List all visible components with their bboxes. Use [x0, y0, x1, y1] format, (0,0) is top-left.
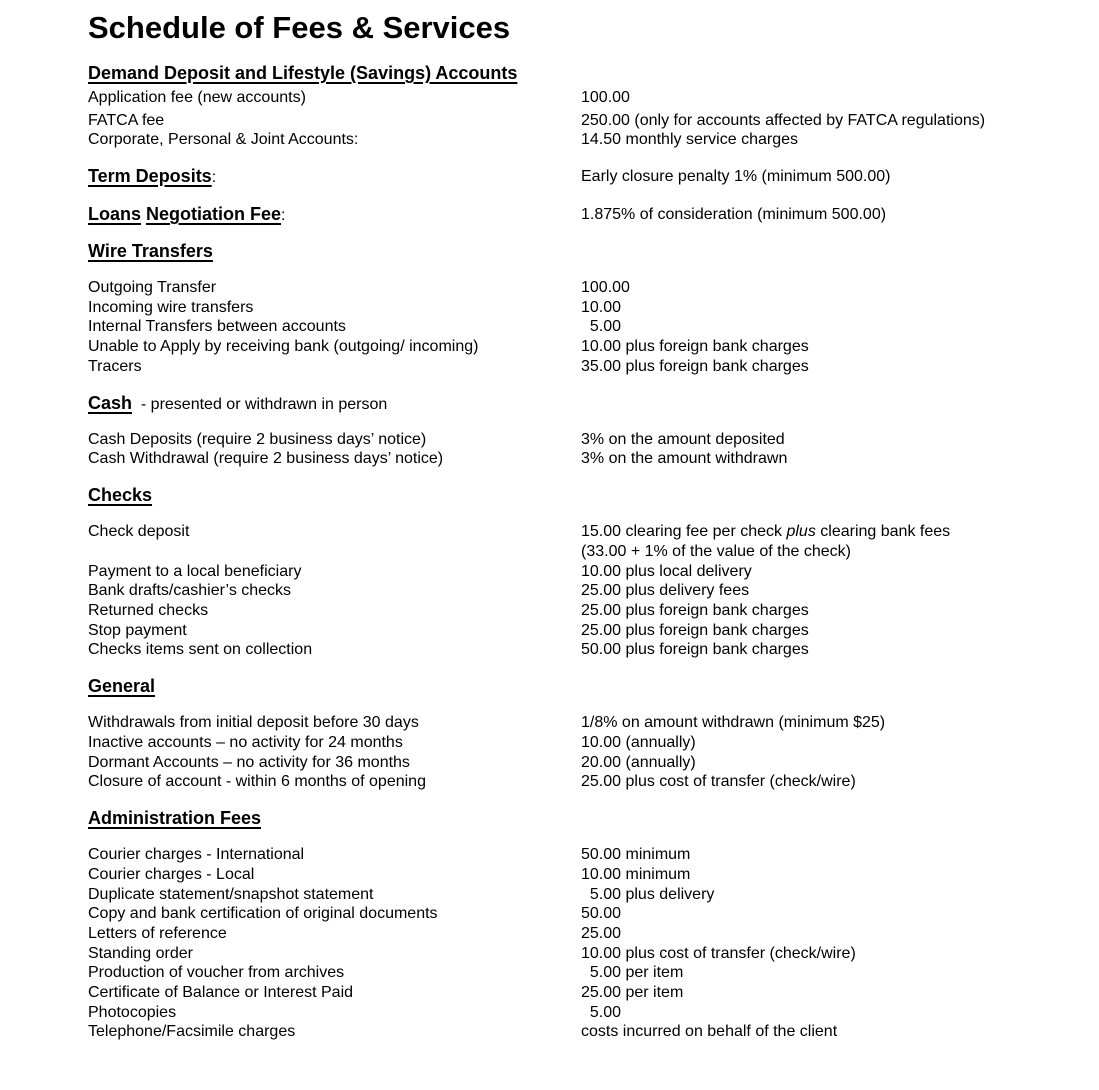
fee-label: Unable to Apply by receiving bank (outgoing/ incoming) — [88, 338, 479, 355]
fee-value: 3% on the amount deposited — [581, 431, 785, 448]
fee-label: Cash Deposits (require 2 business days’ notice) — [88, 431, 427, 448]
fee-value: 5.00 per item — [581, 964, 684, 981]
section-heading-general — [88, 676, 155, 697]
fee-value: 10.00 minimum — [581, 866, 691, 883]
fee-label: Closure of account - within 6 months of opening — [88, 773, 426, 790]
fee-label: Standing order — [88, 945, 193, 962]
fee-label: Checks items sent on collection — [88, 641, 313, 658]
fee-value-part: clearing bank fees — [815, 523, 951, 540]
fee-label: Production of voucher from archives — [88, 964, 345, 981]
fee-value: costs incurred on behalf of the client — [581, 1023, 838, 1040]
fee-value: 10.00 plus local delivery — [581, 563, 752, 580]
fee-value: 14.50 monthly service charges — [581, 131, 798, 148]
heading-colon: : — [281, 207, 286, 224]
fee-label: Payment to a local beneficiary — [88, 563, 302, 580]
fee-label: Inactive accounts – no activity for 24 months — [88, 734, 403, 751]
heading-colon: : — [211, 169, 217, 186]
fee-value: 1/8% on amount withdrawn (minimum $25) — [581, 714, 886, 731]
fee-value: 25.00 plus cost of transfer (check/wire) — [581, 773, 856, 790]
section-heading-cash — [88, 393, 387, 414]
fee-label: Withdrawals from initial deposit before 30 days — [88, 714, 419, 731]
fee-value: 25.00 per item — [581, 984, 684, 1001]
page-title: Schedule of Fees & Services — [88, 10, 511, 45]
section-heading-demand — [88, 63, 517, 84]
section-heading-cash-text: Cash — [88, 393, 133, 413]
section-heading-negotiation-text: Negotiation Fee — [146, 204, 282, 224]
fee-value-part: 15.00 clearing fee per check — [581, 523, 787, 540]
fee-value: 50.00 minimum — [581, 846, 691, 863]
fee-value: 25.00 plus delivery fees — [581, 582, 750, 599]
fee-label: Application fee (new accounts) — [88, 89, 306, 106]
fee-label: FATCA fee — [88, 112, 165, 129]
section-heading-admin-text: Administration Fees — [88, 808, 262, 828]
fee-label: Bank drafts/cashier’s checks — [88, 582, 292, 599]
section-heading-term — [88, 166, 216, 187]
section-heading-loans-text: Loans — [88, 204, 142, 224]
fee-value-continued: (33.00 + 1% of the value of the check) — [581, 543, 851, 560]
fee-label: Dormant Accounts – no activity for 36 months — [88, 754, 410, 771]
fee-label: Photocopies — [88, 1004, 177, 1021]
section-heading-checks-text: Checks — [88, 485, 153, 505]
fee-value — [581, 522, 950, 542]
fee-value: 100.00 — [581, 89, 630, 106]
fee-label: Corporate, Personal & Joint Accounts: — [88, 131, 359, 148]
fee-value-emphasis: plus — [786, 523, 816, 540]
section-heading-term-text: Term Deposits — [88, 166, 212, 186]
fee-value: 250.00 (only for accounts affected by FATCA regulations) — [581, 112, 986, 129]
fee-value: 5.00 — [581, 318, 622, 335]
fee-label: Duplicate statement/snapshot statement — [88, 886, 374, 903]
fee-value: 100.00 — [581, 279, 630, 296]
section-heading-wire-text: Wire Transfers — [88, 241, 213, 261]
section-heading-wire — [88, 241, 213, 262]
section-heading-general-text: General — [88, 676, 156, 696]
fee-value: 5.00 — [581, 1004, 622, 1021]
fee-label: Internal Transfers between accounts — [88, 318, 346, 335]
fee-label: Tracers — [88, 358, 142, 375]
fee-value: 25.00 — [581, 925, 622, 942]
section-heading-demand-text: Demand Deposit and Lifestyle (Savings) Accounts — [88, 63, 518, 83]
fee-value: Early closure penalty 1% (minimum 500.00) — [581, 168, 891, 185]
fee-label: Outgoing Transfer — [88, 279, 217, 296]
fee-value: 3% on the amount withdrawn — [581, 450, 788, 467]
fee-value: 5.00 plus delivery — [581, 886, 715, 903]
fee-value: 50.00 — [581, 905, 622, 922]
fee-value: 20.00 (annually) — [581, 754, 696, 771]
section-heading-checks — [88, 485, 152, 506]
section-heading-loans — [88, 204, 286, 225]
fee-label: Courier charges - International — [88, 846, 305, 863]
fee-label: Copy and bank certification of original documents — [88, 905, 438, 922]
section-note: - presented or withdrawn in person — [132, 396, 388, 413]
fee-label: Courier charges - Local — [88, 866, 255, 883]
fee-label: Check deposit — [88, 523, 190, 540]
fee-label: Incoming wire transfers — [88, 299, 254, 316]
fee-value: 10.00 (annually) — [581, 734, 696, 751]
fee-value: 25.00 plus foreign bank charges — [581, 602, 809, 619]
fee-label: Stop payment — [88, 622, 187, 639]
fee-value: 50.00 plus foreign bank charges — [581, 641, 809, 658]
fee-value: 10.00 — [581, 299, 622, 316]
fee-label: Letters of reference — [88, 925, 227, 942]
fee-label: Certificate of Balance or Interest Paid — [88, 984, 354, 1001]
fee-value: 25.00 plus foreign bank charges — [581, 622, 809, 639]
fee-value: 35.00 plus foreign bank charges — [581, 358, 809, 375]
fee-label: Returned checks — [88, 602, 209, 619]
fee-label: Telephone/Facsimile charges — [88, 1023, 296, 1040]
fee-value: 1.875% of consideration (minimum 500.00) — [581, 206, 887, 223]
section-heading-admin — [88, 808, 261, 829]
fee-label: Cash Withdrawal (require 2 business days’ notice) — [88, 450, 444, 467]
fee-value: 10.00 plus cost of transfer (check/wire) — [581, 945, 856, 962]
fee-value: 10.00 plus foreign bank charges — [581, 338, 809, 355]
